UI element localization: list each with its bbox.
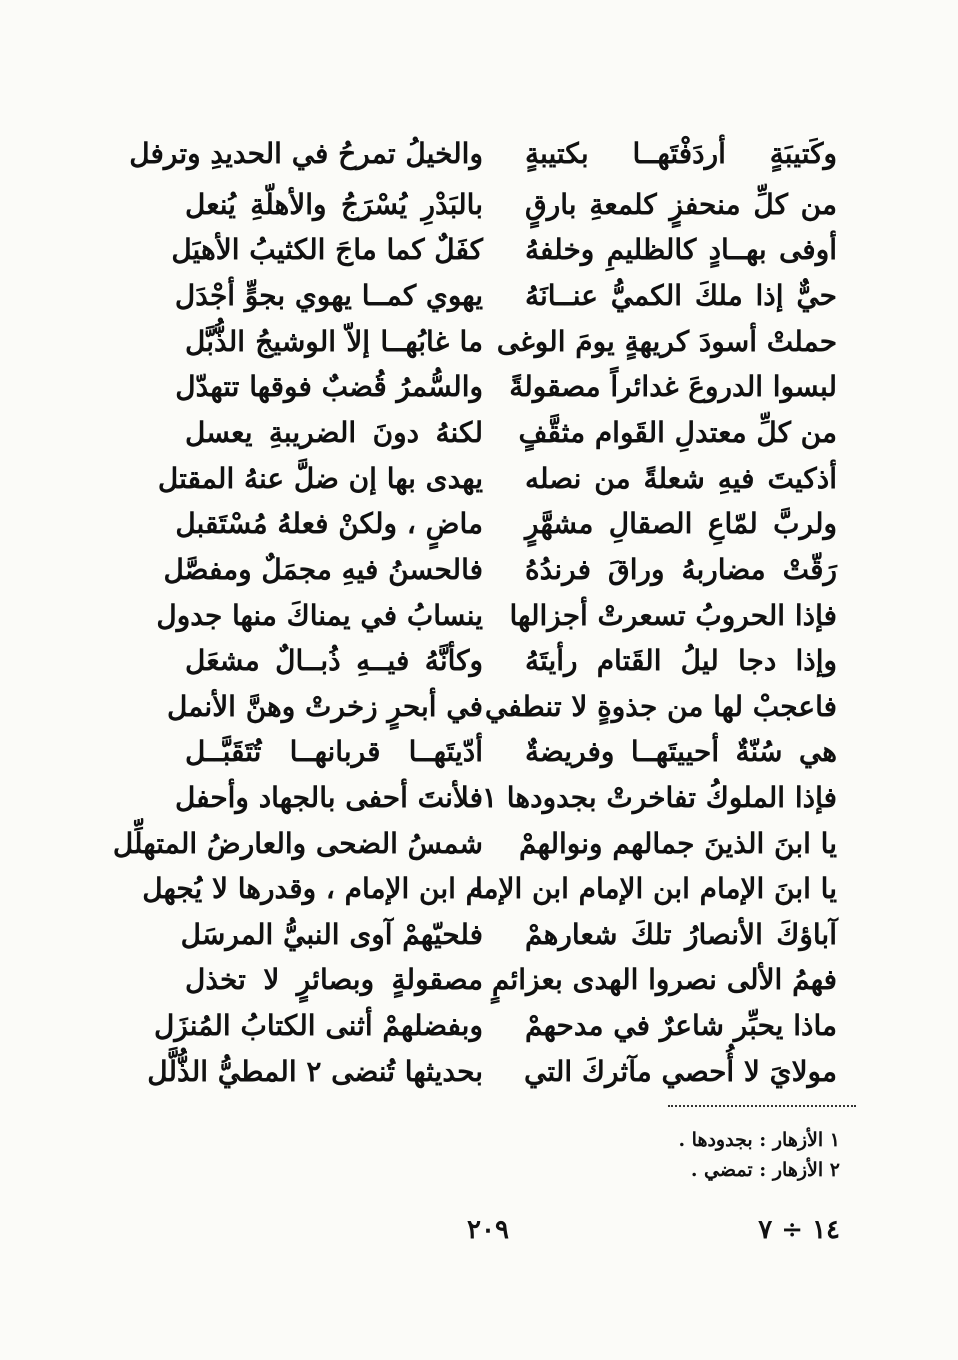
verse-right-hemistich [525, 456, 837, 502]
verse-right-hemistich [475, 866, 837, 912]
verse-text: كفَلٌ كما ماجَ الكثيبُ الأهيَل [171, 233, 483, 266]
verse-text: يا ابنَ الذينَ جمالهم ونوالهمْ [518, 827, 837, 860]
verse-left-hemistich [142, 866, 483, 912]
verse-right-hemistich [496, 319, 837, 365]
verse-text: بالبَدْرِ يُسْرَجُ والأهلّةِ يُنعل [185, 188, 483, 221]
printer-signature: ١٤ ÷ ٧ [758, 1215, 840, 1245]
verse-text: في أبحرٍ زخرتْ وهنَّ الأنمل [167, 690, 483, 723]
verse-right-hemistich [482, 775, 837, 821]
verse-text: لكنهُ دونَ الضريبةِ يعسل [185, 416, 483, 449]
verse-left-hemistich [112, 821, 483, 867]
verse-text: ما غابُهــا إلاّ الوشيجُ الذُّبَّل [185, 325, 483, 358]
verse-right-hemistich [518, 821, 837, 867]
verse-text: أدّيتَهــا قربانهــا تُتَقَبَّــل [185, 735, 483, 768]
verse-text: من كلِّ منحفزٍ كلمعةِ بارقٍ [525, 188, 837, 221]
footnote-2: ٢ الأزهار : تمضي . [690, 1159, 840, 1181]
verse-text: مولايَ لا أُحصي مآثركَ التي [524, 1055, 837, 1088]
verse-right-hemistich [525, 131, 837, 177]
verse-left-hemistich [175, 364, 483, 410]
verse-left-hemistich [153, 1003, 483, 1049]
verse-right-hemistich [525, 182, 837, 228]
verse-text: فاعجبْ لها من جذوةٍ لا تنطفي [484, 690, 837, 723]
verse-text: وبفضلهمْ أثنى الكتابُ المُنزَل [153, 1009, 483, 1042]
footnotes [600, 1125, 840, 1185]
verse-left-hemistich [157, 456, 483, 502]
verse-right-hemistich [509, 593, 837, 639]
verse-left-hemistich [174, 775, 483, 821]
verse-left-hemistich [185, 957, 483, 1003]
verse-text: أوفى بهــادٍ كالظليمِ وخلفهُ [525, 233, 837, 266]
verse-right-hemistich [525, 638, 837, 684]
verse-left-hemistich [174, 273, 483, 319]
verse-left-hemistich [156, 593, 483, 639]
verse-text: لبسوا الدروعَ غدائراً مصقولةً [509, 370, 837, 403]
verse-text: آباؤكَ الأنصارُ تلكَ شعارهمْ [525, 918, 837, 951]
verse-text: فلحيّهمْ آوى النبيُّ المرسَل [180, 918, 483, 951]
verse-text: فهمُ الألى نصروا الهدى بعزائمٍ [491, 963, 837, 996]
verse-text: أذكيتَ فيهِ شعلةً من نصله [525, 462, 837, 495]
verse-right-hemistich [525, 912, 837, 958]
verse-text: فالحسنُ فيهِ مجمَلٌ ومفصَّل [163, 553, 483, 586]
verse-text: م ابن الإمام ، وقدرها لا يُجهل [142, 872, 483, 905]
verse-text: وكأنَّهُ فيــهِ ذُبــالٌ مشعَل [185, 644, 483, 677]
verse-right-hemistich [525, 547, 837, 593]
footnote-1: ١ الأزهار : بجدودها . [678, 1129, 840, 1151]
verse-text: ماذا يحبِّر شاعرٌ في مدحهمْ [525, 1009, 837, 1042]
verse-left-hemistich [185, 182, 483, 228]
verse-left-hemistich [163, 547, 483, 593]
page-number: ٢٠٩ [467, 1215, 509, 1245]
verse-text: حملتْ أسودَ كريهةٍ يومَ الوغى [496, 325, 837, 358]
verse-left-hemistich [147, 1049, 483, 1095]
verse-text: وإذا دجا ليلُ القَتام رأيتَهُ [525, 644, 837, 677]
verse-text: فلأنتَ أحفى بالجهاد وأحفل [174, 781, 483, 814]
verse-left-hemistich [185, 410, 483, 456]
verse-right-hemistich [525, 1003, 837, 1049]
verse-text: حيٌّ إذا ملكَ الكميُّ عنــانَهُ [525, 279, 837, 312]
verse-text: والخيلُ تمرحُ في الحديدِ وترفل [129, 137, 483, 170]
verse-text: يا ابنَ الإمام ابن الإمام ابن الإما [475, 872, 837, 905]
verse-right-hemistich [525, 501, 837, 547]
verse-text: هي سُنّةٌ أحييتَهــا وفريضةٌ [525, 735, 837, 768]
verse-right-hemistich [484, 684, 837, 730]
verse-right-hemistich [525, 273, 837, 319]
verse-text: شمسُ الضحى والعارضُ المتهلِّل [112, 827, 483, 860]
verse-text: فإذا الملوكُ تفاخرتْ بجدودها ١ [482, 781, 837, 814]
verse-left-hemistich [175, 501, 483, 547]
footnote-divider [668, 1105, 856, 1107]
verse-text: رَقّتْ مضاربهُ وراقَ فرندُهُ [525, 553, 837, 586]
verse-left-hemistich [167, 684, 483, 730]
verse-right-hemistich [525, 227, 837, 273]
verse-text: يهوي كمــا يهوي بجوٍّ أجْدَل [174, 279, 483, 312]
verse-text: بحديثها تُنضى ٢ المطيُّ الذُّلَّل [147, 1055, 483, 1088]
verse-text: مصقولةٍ وبصائرٍ لا تخذل [185, 963, 483, 996]
verse-right-hemistich [509, 364, 837, 410]
verse-right-hemistich [525, 1049, 837, 1095]
verse-text: والسُّمرُ قُضبٌ فوقها تتهدّل [175, 370, 483, 403]
verse-right-hemistich [491, 957, 837, 1003]
verse-text: وكَتيبَةٍ أردَفْتَهــا بكتيبةٍ [525, 137, 837, 170]
verse-text: يهدى بها إن ضلَّ عنهُ المقتل [157, 462, 483, 495]
verse-left-hemistich [129, 131, 483, 177]
verse-left-hemistich [185, 638, 483, 684]
verse-left-hemistich [185, 729, 483, 775]
verse-left-hemistich [171, 227, 483, 273]
verse-left-hemistich [185, 319, 483, 365]
verse-text: ولربَّ لمّاعِ الصقالِ مشهَّرٍ [525, 507, 837, 540]
verse-left-hemistich [180, 912, 483, 958]
verse-right-hemistich [518, 410, 837, 456]
verse-text: ماضٍ ، ولكنْ فعلهُ مُسْتَقبل [175, 507, 483, 540]
verse-text: فإذا الحروبُ تسعرتْ أجزالها [509, 599, 837, 632]
verse-text: من كلِّ معتدلِ القَوام مثقَّفٍ [518, 416, 837, 449]
verse-right-hemistich [525, 729, 837, 775]
verse-text: ينسابُ في يمناكَ منها جدول [156, 599, 483, 632]
